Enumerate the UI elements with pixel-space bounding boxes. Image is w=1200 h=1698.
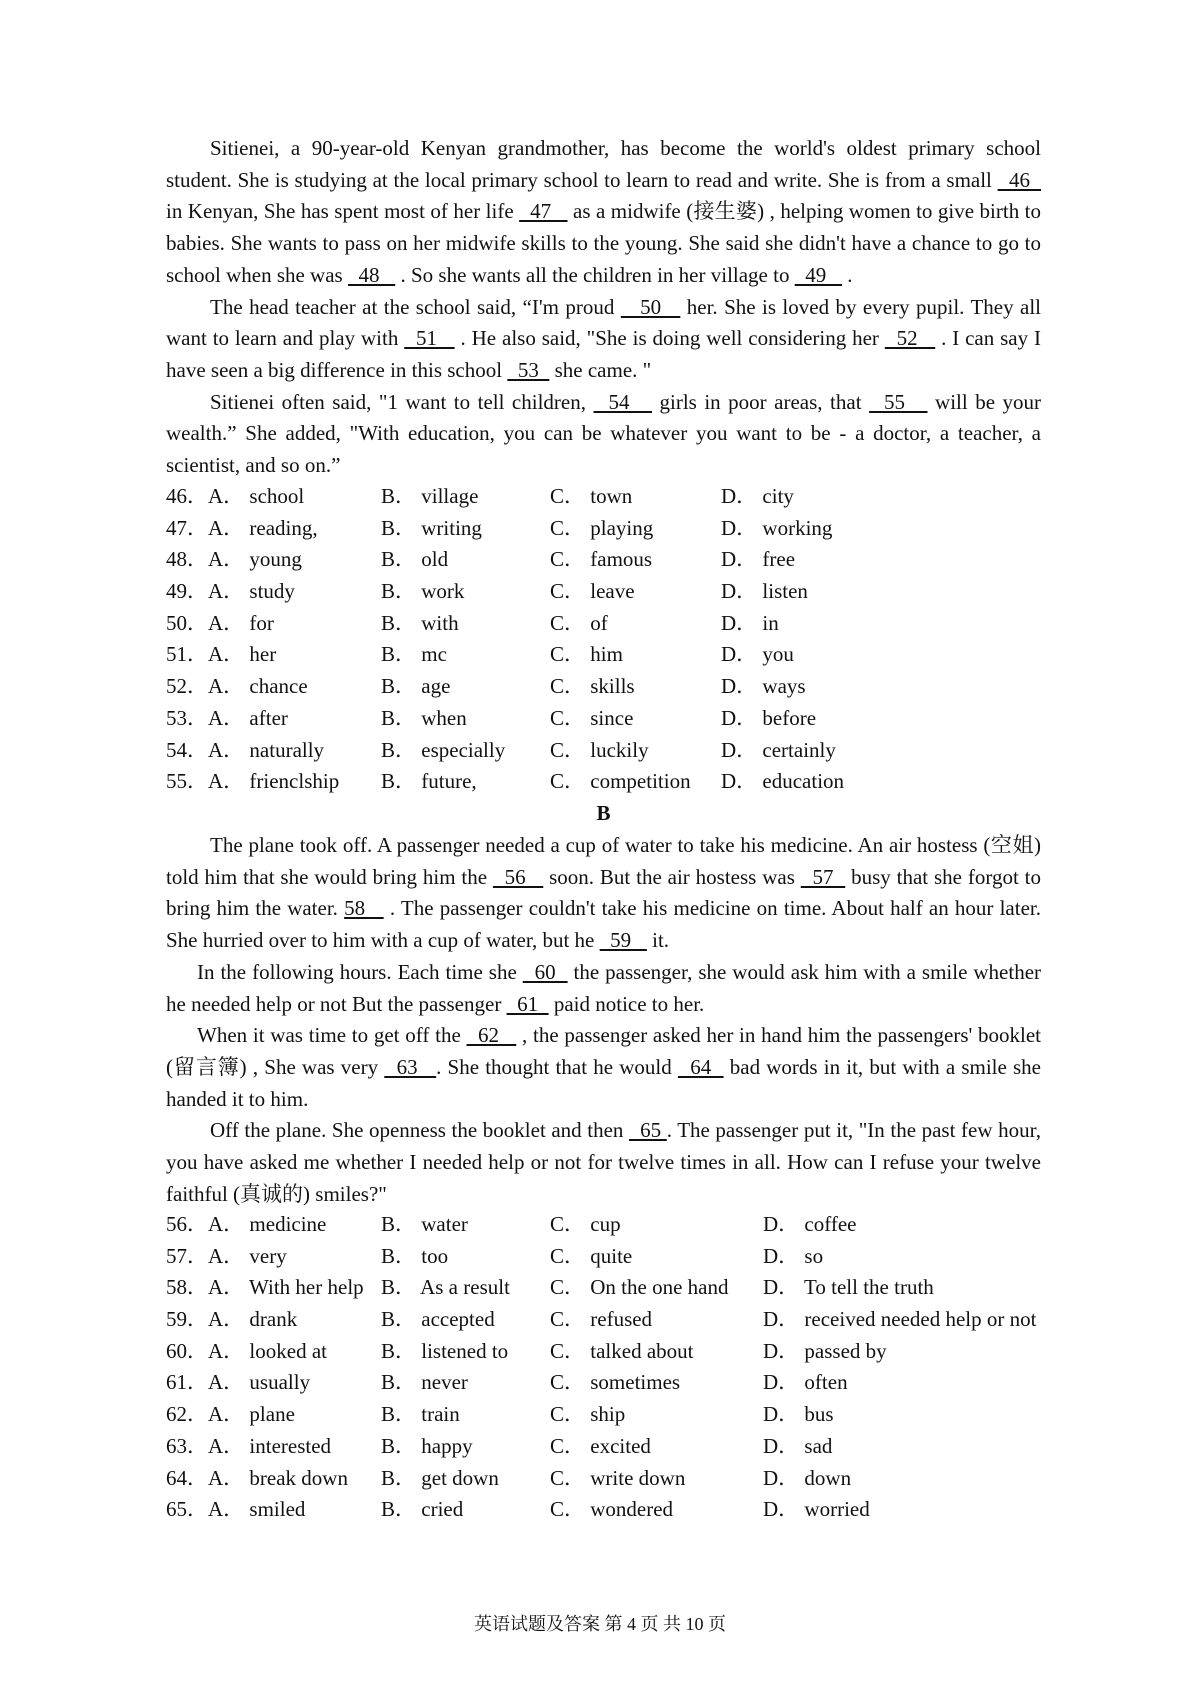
option-d: D． working <box>721 515 833 540</box>
passage-text: her. She is loved by every pupil. They all want to learn and play with <box>166 294 1041 351</box>
option-d: D． listen <box>721 579 808 604</box>
option-d: D． before <box>721 705 817 730</box>
option-a: A． after <box>208 705 288 730</box>
option-b: B． water <box>381 1212 468 1236</box>
passage-text: . The passenger couldn't take his medicine on time. About half an hour later. She hurried over to him with a cup of water, but he <box>166 896 1041 953</box>
option-a: A． drank <box>208 1307 298 1332</box>
answer-blank: 57 <box>800 864 846 889</box>
option-d: D． education <box>721 769 845 794</box>
answer-blank: 52 <box>884 326 936 351</box>
answer-blank: 64 <box>677 1054 724 1079</box>
option-a: A． very <box>208 1243 287 1268</box>
option-a: A． smiled <box>208 1497 306 1522</box>
passage-text: as a midwife (接生婆) , helping women to give birth to babies. She wants to pass on her midwife skills to the young. She said she didn't have a chance to go to school when she was <box>166 199 1042 287</box>
question-number: 52． <box>166 674 208 699</box>
answer-blank: 50 <box>620 294 681 319</box>
option-a: A． looked at <box>208 1338 327 1363</box>
option-a: A． reading, <box>208 515 318 540</box>
answer-blank: 56 <box>492 864 544 889</box>
option-a: A． frienclship <box>208 769 340 794</box>
passage-text: soon. But the air hostess was <box>543 864 801 889</box>
option-a: A． chance <box>208 674 308 699</box>
passage-text: it. <box>646 928 670 953</box>
option-d: D． city <box>721 484 794 508</box>
option-c: C． him <box>550 642 623 667</box>
paragraph <box>166 387 1041 482</box>
question-row <box>166 735 1066 767</box>
option-a: A． medicine <box>208 1212 327 1236</box>
question-number: 49． <box>166 579 208 604</box>
question-number: 57． <box>166 1243 208 1268</box>
option-d: D． bus <box>763 1402 834 1427</box>
option-c: C． of <box>550 610 608 635</box>
option-b: B． writing <box>381 515 482 540</box>
option-d: D． ways <box>721 674 806 699</box>
answer-blank: 53 <box>507 357 550 382</box>
passage-text: busy that she forgot to bring him the water. <box>166 864 1042 921</box>
option-a: A． study <box>208 579 295 604</box>
section-b-heading: B <box>596 801 611 825</box>
question-number: 56． <box>166 1212 208 1236</box>
option-b: B． get down <box>381 1465 499 1490</box>
option-d: D． certainly <box>721 737 836 762</box>
paragraph <box>166 1020 1041 1115</box>
option-c: C． playing <box>550 515 654 540</box>
option-d: D． coffee <box>763 1212 857 1236</box>
question-row <box>166 1463 1066 1495</box>
paragraph <box>166 1115 1041 1210</box>
option-c: C． luckily <box>550 737 649 762</box>
question-row <box>166 1209 1066 1241</box>
answer-blank: 58 <box>344 896 384 921</box>
passage-text: Sitienei, a 90-year-old Kenyan grandmother, has become the world's oldest primary school student. She is studying at the local primary school to learn to read and write. She is from a small <box>166 136 1041 192</box>
option-b: B． train <box>381 1402 460 1427</box>
option-b: B． too <box>381 1243 449 1268</box>
passage-a <box>166 133 1041 482</box>
option-d: D． in <box>721 610 779 635</box>
option-b: B． age <box>381 674 451 699</box>
option-c: C． quite <box>550 1243 633 1268</box>
option-c: C． ship <box>550 1402 626 1427</box>
option-d: D． so <box>763 1243 824 1268</box>
passage-text: When it was time to get off the <box>197 1023 467 1048</box>
option-c: C． wondered <box>550 1497 674 1522</box>
option-b: B． future, <box>381 769 477 794</box>
option-b: B． old <box>381 547 449 572</box>
option-d: D． often <box>763 1370 848 1395</box>
option-a: A． her <box>208 642 277 667</box>
passage-text: she came. " <box>549 357 652 382</box>
answer-blank: 62 <box>466 1023 517 1048</box>
option-a: A． usually <box>208 1370 311 1395</box>
answer-blank: 48 <box>347 262 396 287</box>
option-a: A． for <box>208 610 274 635</box>
question-row <box>166 576 1066 608</box>
paragraph <box>166 133 1041 292</box>
option-a: A． naturally <box>208 737 325 762</box>
option-d: D． passed by <box>763 1338 887 1363</box>
option-b: B． with <box>381 610 459 635</box>
option-c: C． excited <box>550 1433 651 1458</box>
passage-text: The head teacher at the school said, “I'm proud <box>210 294 621 319</box>
answer-blank: 46 <box>997 167 1042 192</box>
question-number: 47． <box>166 515 208 540</box>
paragraph <box>166 957 1041 1020</box>
option-a: A． interested <box>208 1433 332 1458</box>
passage-text: Off the plane. She openness the booklet and then <box>210 1118 629 1143</box>
passage-text: will be your wealth.” She added, "With education, you can be whatever you want to be - a doctor, a teacher, a scientist, and so on.” <box>166 389 1042 478</box>
option-c: C． leave <box>550 579 635 604</box>
passage-text: . I can say I have seen a big difference in this school <box>166 326 1041 382</box>
passage-text: , the passenger asked her in hand him the passengers' booklet (留言簿) , She was very <box>166 1023 1042 1079</box>
question-number: 61． <box>166 1370 208 1395</box>
question-number: 55． <box>166 769 208 794</box>
question-row <box>166 1494 1066 1526</box>
passage-text: paid notice to her. <box>548 991 705 1016</box>
option-d: D． To tell the truth <box>763 1275 934 1300</box>
option-a: A． break down <box>208 1465 348 1490</box>
question-number: 51． <box>166 642 208 667</box>
option-b: B． accepted <box>381 1307 495 1332</box>
paragraph <box>166 830 1041 957</box>
option-b: B． when <box>381 705 467 730</box>
question-number: 54． <box>166 737 208 762</box>
option-c: C． refused <box>550 1307 653 1332</box>
passage-text: in Kenyan, She has spent most of her life <box>166 199 520 224</box>
question-row <box>166 1431 1066 1463</box>
question-row <box>166 671 1066 703</box>
option-c: C． On the one hand <box>550 1275 729 1300</box>
option-c: C． since <box>550 705 634 730</box>
option-d: D． worried <box>763 1497 870 1522</box>
questions-a <box>166 481 1066 798</box>
option-c: C． competition <box>550 769 691 794</box>
question-number: 46． <box>166 484 208 508</box>
question-number: 60． <box>166 1338 208 1363</box>
question-row <box>166 1367 1066 1399</box>
option-c: C． town <box>550 484 633 508</box>
option-d: D． received needed help or not <box>763 1307 1037 1332</box>
question-row <box>166 639 1066 671</box>
answer-blank: 54 <box>593 389 652 414</box>
option-b: B． As a result <box>381 1275 510 1300</box>
question-row <box>166 1336 1066 1368</box>
passage-text: . So she wants all the children in her village to <box>395 262 795 287</box>
passage-text: bad words in it, but with a smile she handed it to him. <box>166 1054 1042 1111</box>
question-number: 62． <box>166 1402 208 1427</box>
option-c: C． sometimes <box>550 1370 681 1395</box>
question-row <box>166 608 1066 640</box>
question-row <box>166 766 1066 798</box>
passage-text: The plane took off. A passenger needed a cup of water to take his medicine. An air hostess (空姐) told him that she would bring him the <box>166 833 1041 889</box>
page-footer: 英语试题及答案 第 4 页 共 10 页 <box>474 1614 726 1634</box>
answer-blank: 49 <box>794 262 842 287</box>
answer-blank: 61 <box>506 991 549 1016</box>
question-number: 53． <box>166 705 208 730</box>
option-d: D． down <box>763 1465 852 1490</box>
option-a: A． young <box>208 547 302 572</box>
question-row <box>166 544 1066 576</box>
option-c: C． write down <box>550 1465 686 1490</box>
option-c: C． cup <box>550 1212 621 1236</box>
option-c: C． talked about <box>550 1338 694 1363</box>
passage-b <box>166 830 1041 1210</box>
option-b: B． mc <box>381 642 447 667</box>
question-row <box>166 1304 1066 1336</box>
question-row <box>166 703 1066 735</box>
questions-b <box>166 1209 1066 1526</box>
answer-blank: 60 <box>522 959 568 984</box>
question-number: 50． <box>166 610 208 635</box>
passage-text: Sitienei often said, "1 want to tell children, <box>210 389 594 414</box>
answer-blank: 47 <box>519 199 568 224</box>
question-number: 59． <box>166 1307 208 1332</box>
option-d: D． free <box>721 547 796 572</box>
answer-blank: 55 <box>869 389 928 414</box>
question-number: 65． <box>166 1497 208 1522</box>
option-a: A． school <box>208 484 305 508</box>
question-number: 48． <box>166 547 208 572</box>
answer-blank: 59 <box>599 928 647 953</box>
question-row <box>166 481 1066 513</box>
option-b: B． especially <box>381 737 506 762</box>
question-row <box>166 513 1066 545</box>
passage-text: . The passenger put it, "In the past few hour, you have asked me whether I needed help or not for twelve times in all. How can I refuse your twelve faithful (真诚的) smiles?" <box>166 1118 1041 1206</box>
answer-blank: 51 <box>404 326 455 351</box>
option-a: A． plane <box>208 1402 295 1427</box>
passage-text: . She thought that he would <box>436 1054 678 1079</box>
option-d: D． sad <box>763 1433 833 1458</box>
question-row <box>166 1241 1066 1273</box>
option-c: C． famous <box>550 547 653 572</box>
option-b: B． never <box>381 1370 468 1395</box>
option-d: D． you <box>721 642 794 667</box>
option-b: B． work <box>381 579 465 604</box>
question-row <box>166 1399 1066 1431</box>
question-number: 64． <box>166 1465 208 1490</box>
paragraph <box>166 292 1041 387</box>
question-number: 58． <box>166 1275 208 1300</box>
option-b: B． happy <box>381 1433 473 1458</box>
passage-text: the passenger, she would ask him with a smile whether he needed help or not But the passenger <box>166 959 1042 1016</box>
answer-blank: 63 <box>384 1054 437 1079</box>
option-b: B． village <box>381 484 479 508</box>
answer-blank: 65 <box>629 1118 667 1143</box>
option-c: C． skills <box>550 674 635 699</box>
option-b: B． listened to <box>381 1338 509 1363</box>
passage-text: . He also said, "She is doing well considering her <box>454 326 885 351</box>
option-b: B． cried <box>381 1497 464 1522</box>
passage-text: In the following hours. Each time she <box>197 959 523 984</box>
question-row <box>166 1272 1066 1304</box>
question-number: 63． <box>166 1433 208 1458</box>
passage-text: . <box>841 262 853 287</box>
passage-text: girls in poor areas, that <box>652 389 870 414</box>
option-a: A． With her help <box>208 1275 364 1300</box>
